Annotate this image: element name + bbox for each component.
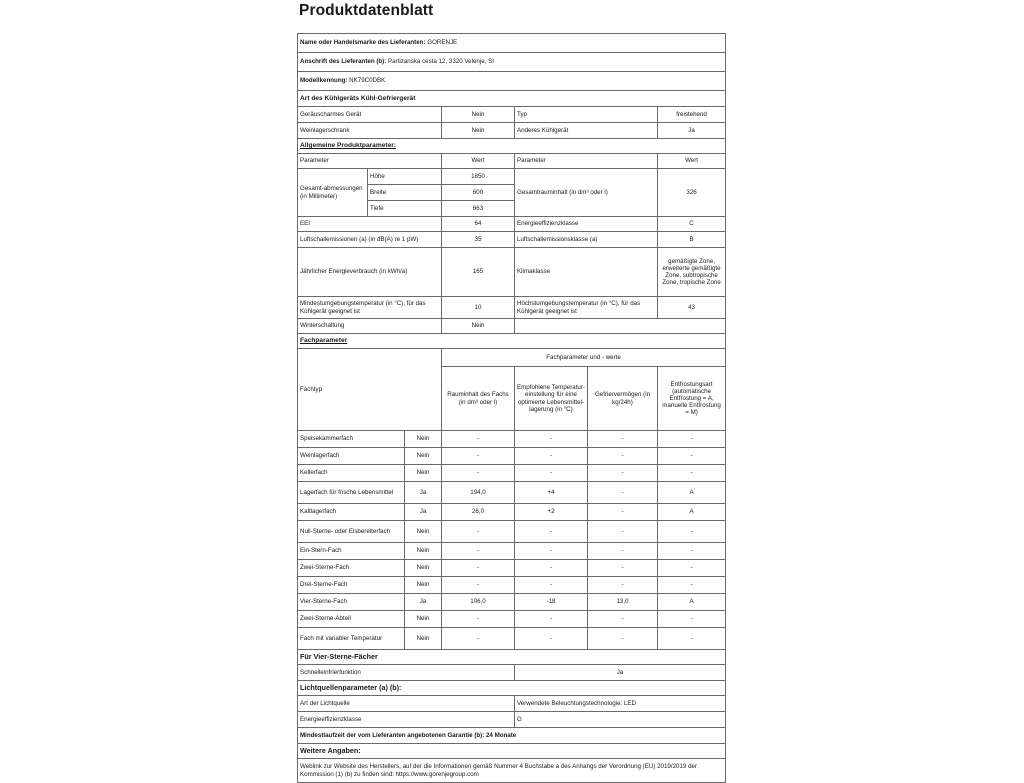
compartment-name: Fach mit variabler Temperatur bbox=[298, 628, 405, 650]
light-heading: Lichtquellenparameter (a) (b): bbox=[298, 681, 726, 696]
compartment-freeze: 13,0 bbox=[588, 594, 658, 611]
compartment-temp: - bbox=[515, 431, 588, 448]
compartment-temp: - bbox=[515, 521, 588, 543]
total-volume-value: 326 bbox=[658, 169, 726, 217]
compartment-name: Vier-Sterne-Fach bbox=[298, 594, 405, 611]
compartment-volume: - bbox=[442, 431, 515, 448]
compartment-defrost: - bbox=[658, 465, 726, 482]
compartment-defrost: A bbox=[658, 482, 726, 504]
compartment-present: Nein bbox=[405, 611, 442, 628]
compartment-name: Ein-Stern-Fach bbox=[298, 543, 405, 560]
row-value: freistehend bbox=[658, 107, 726, 123]
supplier-address-value: Partizanska cesta 12, 3320 Velenje, SI bbox=[388, 58, 494, 66]
guarantee-row bbox=[298, 728, 726, 744]
annual-energy-label: Jährlicher Energieverbrauch (in kWh/a) bbox=[298, 248, 442, 297]
width-value: 600 bbox=[442, 185, 515, 201]
four-star-heading: Für Vier-Sterne-Fächer bbox=[298, 650, 726, 665]
datasheet-table bbox=[297, 33, 726, 783]
compartment-temp: - bbox=[515, 577, 588, 594]
compartment-freeze: - bbox=[588, 482, 658, 504]
light-type-value: Verwendete Beleuchtungstechnologie: LED bbox=[515, 696, 726, 712]
column-header-temp: Empfohlene Temperatur-einstellung für eine optimierte Lebensmittel-lagerung (in °C) bbox=[515, 367, 588, 431]
compartment-freeze: - bbox=[588, 521, 658, 543]
compartment-freeze: - bbox=[588, 560, 658, 577]
compartment-volume: - bbox=[442, 521, 515, 543]
compartment-freeze: - bbox=[588, 611, 658, 628]
compartment-name: Zwei-Sterne-Abteil bbox=[298, 611, 405, 628]
model-label: Modellkennung: bbox=[300, 77, 348, 85]
page-title: Produktdatenblatt bbox=[299, 2, 434, 19]
row-label: Geräuscharmes Gerät bbox=[298, 107, 442, 123]
compartment-volume: 194,0 bbox=[442, 482, 515, 504]
compartment-temp: - bbox=[515, 448, 588, 465]
compartment-name: Weinlagerfach bbox=[298, 448, 405, 465]
row-value: Ja bbox=[658, 123, 726, 139]
model-row bbox=[298, 72, 726, 91]
further-text: Weblink zur Website des Herstellers, auf der die Informationen gemäß Nummer 4 Buchstabe a des Anhangs der Verordnung (EU) 2019/2019 der Kommission (1) (b) zu finden sind: https://www.gorenjegroup.com bbox=[298, 759, 726, 783]
column-header-type: Fachtyp bbox=[298, 349, 442, 431]
compartment-defrost: - bbox=[658, 577, 726, 594]
compartment-name: Null-Sterne- oder Eisbereiterfach bbox=[298, 521, 405, 543]
column-header: Wert bbox=[442, 154, 515, 169]
annual-energy-row bbox=[298, 248, 726, 297]
energy-class-label: Energieeffizienzklasse bbox=[515, 217, 658, 232]
compartment-row bbox=[298, 465, 726, 482]
compartment-present: Ja bbox=[405, 482, 442, 504]
model-value: NK79C0DBK bbox=[349, 77, 386, 85]
further-text-row bbox=[298, 759, 726, 783]
light-class-value: G bbox=[515, 712, 726, 728]
compartment-temp: - bbox=[515, 560, 588, 577]
row-label: Weinlagerschrank bbox=[298, 123, 442, 139]
compartment-temp: - bbox=[515, 543, 588, 560]
width-label: Breite bbox=[368, 185, 442, 201]
noise-row bbox=[298, 232, 726, 248]
general-heading-row bbox=[298, 139, 726, 154]
row-label: Anderes Kühlgerät bbox=[515, 123, 658, 139]
eei-value: 64 bbox=[442, 217, 515, 232]
compartment-defrost: - bbox=[658, 543, 726, 560]
compartment-temp: -18 bbox=[515, 594, 588, 611]
height-value: 1850 bbox=[442, 169, 515, 185]
supplier-name-row bbox=[298, 34, 726, 53]
min-temp-label: Mindestumgebungstemperatur (in °C), für das Kühlgerät geeignet ist bbox=[298, 297, 442, 319]
further-heading-row bbox=[298, 744, 726, 759]
light-heading-row bbox=[298, 681, 726, 696]
row-value: Nein bbox=[442, 123, 515, 139]
winter-label: Winterschaltung bbox=[298, 319, 442, 334]
climate-class-value: gemäßigte Zone, erweiterte gemäßigte Zone, subtropische Zone, tropische Zone bbox=[658, 248, 726, 297]
compartment-volume: - bbox=[442, 611, 515, 628]
max-temp-label: Höchstumgebungstemperatur (in °C), für das Kühlgerät geeignet ist bbox=[515, 297, 658, 319]
light-class-row bbox=[298, 712, 726, 728]
compartment-freeze: - bbox=[588, 448, 658, 465]
total-volume-label: Gesamtrauminhalt (in dm³ oder l) bbox=[515, 169, 658, 217]
row-value: Nein bbox=[442, 107, 515, 123]
compartment-row bbox=[298, 431, 726, 448]
temperature-row bbox=[298, 297, 726, 319]
compartment-temp: - bbox=[515, 611, 588, 628]
fast-freeze-label: Schnelleinfrierfunktion bbox=[298, 665, 515, 681]
light-class-label: Energieeffizienzklasse bbox=[298, 712, 515, 728]
compartment-name: Zwei-Sterne-Fach bbox=[298, 560, 405, 577]
compartment-name: Lagerfach für frische Lebensmittel bbox=[298, 482, 405, 504]
compartment-row bbox=[298, 611, 726, 628]
compartment-name: Speisekammerfach bbox=[298, 431, 405, 448]
compartment-present: Ja bbox=[405, 594, 442, 611]
compartment-row bbox=[298, 560, 726, 577]
compartment-temp: +2 bbox=[515, 504, 588, 521]
compartment-volume: - bbox=[442, 543, 515, 560]
compartment-row bbox=[298, 504, 726, 521]
min-temp-value: 10 bbox=[442, 297, 515, 319]
compartment-row bbox=[298, 628, 726, 650]
compartment-present: Nein bbox=[405, 448, 442, 465]
compartment-temp: - bbox=[515, 628, 588, 650]
height-label: Höhe bbox=[368, 169, 442, 185]
compartment-volume: - bbox=[442, 448, 515, 465]
dimension-row bbox=[298, 169, 726, 185]
compartment-row bbox=[298, 448, 726, 465]
compartment-volume: 26,0 bbox=[442, 504, 515, 521]
compartment-row bbox=[298, 482, 726, 504]
supplier-name-value: GORENJE bbox=[427, 39, 458, 47]
compartment-name: Kaltlagerfach bbox=[298, 504, 405, 521]
row-label: Typ bbox=[515, 107, 658, 123]
noise-label: Luftschallemissionen (a) (in dB(A) re 1 pW) bbox=[298, 232, 442, 248]
supplier-address-row bbox=[298, 53, 726, 72]
compartment-name: Kellerfach bbox=[298, 465, 405, 482]
compartment-freeze: - bbox=[588, 504, 658, 521]
compartment-defrost: - bbox=[658, 521, 726, 543]
appliance-type-row bbox=[298, 123, 726, 139]
compartment-volume: 106,0 bbox=[442, 594, 515, 611]
compartment-present: Nein bbox=[405, 560, 442, 577]
appliance-type-heading: Art des Kühlgeräts Kühl-Gefriergerät bbox=[298, 91, 726, 107]
eei-label: EEI bbox=[298, 217, 442, 232]
column-header-volume: Rauminhalt des Fachs (in dm³ oder l) bbox=[442, 367, 515, 431]
compartment-row bbox=[298, 543, 726, 560]
compartment-freeze: - bbox=[588, 465, 658, 482]
compartment-freeze: - bbox=[588, 628, 658, 650]
compartment-present: Nein bbox=[405, 431, 442, 448]
column-header-freeze: Gefriervermögen (in kg/24h) bbox=[588, 367, 658, 431]
compartment-present: Nein bbox=[405, 628, 442, 650]
supplier-address-label: Anschrift des Lieferanten (b): bbox=[300, 58, 387, 66]
depth-value: 663 bbox=[442, 201, 515, 217]
column-header-defrost: Entfrostungsart (automatische Entfrostung = A, manuelle Entfrostung = M) bbox=[658, 367, 726, 431]
compartment-freeze: - bbox=[588, 431, 658, 448]
compartment-present: Nein bbox=[405, 543, 442, 560]
compartment-volume: - bbox=[442, 465, 515, 482]
appliance-type-heading-row bbox=[298, 91, 726, 107]
fast-freeze-value: Ja bbox=[515, 665, 726, 681]
supplier-name-label: Name oder Handelsmarke des Lieferanten: bbox=[300, 39, 426, 47]
annual-energy-value: 165 bbox=[442, 248, 515, 297]
guarantee-text: Mindestlaufzeit der vom Lieferanten angebotenen Garantie (b): 24 Monate bbox=[298, 728, 726, 744]
compartment-present: Ja bbox=[405, 504, 442, 521]
compartment-freeze: - bbox=[588, 543, 658, 560]
compartment-row bbox=[298, 521, 726, 543]
further-heading: Weitere Angaben: bbox=[298, 744, 726, 759]
compartments-heading-row bbox=[298, 334, 726, 349]
compartment-volume: - bbox=[442, 628, 515, 650]
compartment-defrost: - bbox=[658, 611, 726, 628]
fast-freeze-row bbox=[298, 665, 726, 681]
light-type-label: Art der Lichtquelle bbox=[298, 696, 515, 712]
compartments-heading: Fachparameter bbox=[298, 334, 726, 349]
column-header: Parameter bbox=[515, 154, 658, 169]
compartment-present: Nein bbox=[405, 521, 442, 543]
compartment-defrost: - bbox=[658, 448, 726, 465]
compartment-present: Nein bbox=[405, 465, 442, 482]
noise-value: 35 bbox=[442, 232, 515, 248]
noise-class-label: Luftschallemissionsklasse (a) bbox=[515, 232, 658, 248]
compartment-temp: - bbox=[515, 465, 588, 482]
noise-class-value: B bbox=[658, 232, 726, 248]
compartment-row bbox=[298, 577, 726, 594]
compartments-group-header: Fachparameter und - werte bbox=[442, 349, 726, 367]
compartments-body bbox=[298, 431, 726, 650]
column-header: Wert bbox=[658, 154, 726, 169]
compartment-temp: +4 bbox=[515, 482, 588, 504]
general-header-row bbox=[298, 154, 726, 169]
max-temp-value: 43 bbox=[658, 297, 726, 319]
dimensions-label: Gesamt-abmessungen (in Millimeter) bbox=[298, 169, 368, 217]
empty-cell bbox=[515, 319, 726, 334]
compartment-defrost: A bbox=[658, 504, 726, 521]
compartment-row bbox=[298, 594, 726, 611]
general-heading: Allgemeine Produktparameter: bbox=[298, 139, 726, 154]
column-header: Parameter bbox=[298, 154, 442, 169]
compartment-defrost: - bbox=[658, 560, 726, 577]
appliance-type-row bbox=[298, 107, 726, 123]
compartment-present: Nein bbox=[405, 577, 442, 594]
climate-class-label: Klimaklasse bbox=[515, 248, 658, 297]
compartment-volume: - bbox=[442, 560, 515, 577]
winter-row bbox=[298, 319, 726, 334]
compartment-volume: - bbox=[442, 577, 515, 594]
eei-row bbox=[298, 217, 726, 232]
compartment-defrost: - bbox=[658, 628, 726, 650]
compartment-defrost: A bbox=[658, 594, 726, 611]
winter-value: Nein bbox=[442, 319, 515, 334]
compartment-name: Drei-Sterne-Fach bbox=[298, 577, 405, 594]
compartment-defrost: - bbox=[658, 431, 726, 448]
light-type-row bbox=[298, 696, 726, 712]
compartments-group-row bbox=[298, 349, 726, 367]
four-star-heading-row bbox=[298, 650, 726, 665]
energy-class-value: C bbox=[658, 217, 726, 232]
compartment-freeze: - bbox=[588, 577, 658, 594]
depth-label: Tiefe bbox=[368, 201, 442, 217]
